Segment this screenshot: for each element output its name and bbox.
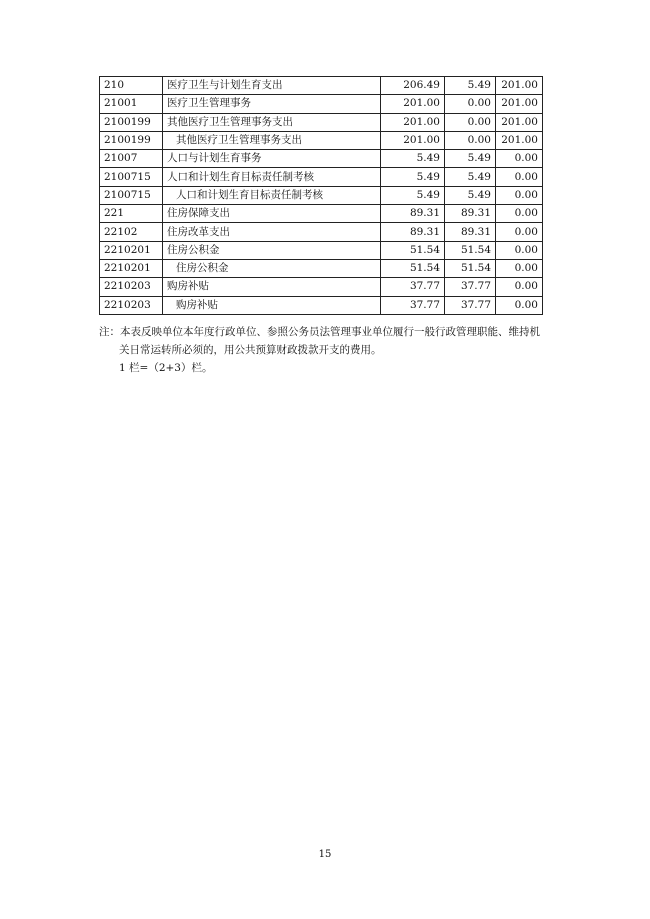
total-cell: 89.31: [381, 223, 445, 241]
basic-cell: 51.54: [445, 259, 496, 277]
total-cell: 5.49: [381, 186, 445, 204]
name-cell: 人口与计划生育事务: [163, 150, 381, 168]
name-cell: 人口和计划生育目标责任制考核: [163, 168, 381, 186]
name-cell: 其他医疗卫生管理事务支出: [163, 131, 381, 149]
total-cell: 5.49: [381, 150, 445, 168]
page-number: 15: [318, 849, 332, 860]
total-cell: 51.54: [381, 241, 445, 259]
table-row: [100, 168, 543, 186]
total-cell: 201.00: [381, 95, 445, 113]
project-cell: 201.00: [496, 113, 543, 131]
name-cell: 医疗卫生管理事务: [163, 95, 381, 113]
table-row: [100, 278, 543, 296]
project-cell: 0.00: [496, 168, 543, 186]
code-cell: 210: [100, 77, 163, 95]
code-cell: 21001: [100, 95, 163, 113]
project-cell: 0.00: [496, 259, 543, 277]
table-row: [100, 131, 543, 149]
code-cell: 2100199: [100, 113, 163, 131]
name-cell: 住房公积金: [163, 259, 381, 277]
name-cell: 购房补贴: [163, 278, 381, 296]
basic-cell: 89.31: [445, 205, 496, 223]
basic-cell: 0.00: [445, 95, 496, 113]
table-row: [100, 150, 543, 168]
total-cell: 5.49: [381, 168, 445, 186]
code-cell: 2100715: [100, 168, 163, 186]
basic-cell: 5.49: [445, 77, 496, 95]
basic-cell: 0.00: [445, 113, 496, 131]
total-cell: 51.54: [381, 259, 445, 277]
table-row: [100, 77, 543, 95]
basic-cell: 37.77: [445, 278, 496, 296]
name-cell: 其他医疗卫生管理事务支出: [163, 113, 381, 131]
table-row: [100, 296, 543, 314]
code-cell: 2210203: [100, 278, 163, 296]
code-cell: 2210203: [100, 296, 163, 314]
basic-cell: 5.49: [445, 168, 496, 186]
note-line-3: 1 栏=（2+3）栏。: [119, 362, 213, 374]
code-cell: 22102: [100, 223, 163, 241]
project-cell: 201.00: [496, 77, 543, 95]
code-cell: 2210201: [100, 259, 163, 277]
project-cell: 0.00: [496, 205, 543, 223]
project-cell: 0.00: [496, 241, 543, 259]
project-cell: 0.00: [496, 186, 543, 204]
code-cell: 221: [100, 205, 163, 223]
table-row: [100, 95, 543, 113]
note-line-2: 关日常运转所必须的，用公共预算财政拨款开支的费用。: [119, 344, 382, 356]
expenditure-table: [99, 76, 543, 315]
basic-cell: 5.49: [445, 186, 496, 204]
project-cell: 201.00: [496, 131, 543, 149]
table-row: [100, 186, 543, 204]
code-cell: 21007: [100, 150, 163, 168]
project-cell: 0.00: [496, 296, 543, 314]
table-body: [100, 77, 543, 315]
total-cell: 37.77: [381, 296, 445, 314]
basic-cell: 37.77: [445, 296, 496, 314]
total-cell: 89.31: [381, 205, 445, 223]
project-cell: 0.00: [496, 223, 543, 241]
basic-cell: 0.00: [445, 131, 496, 149]
basic-cell: 89.31: [445, 223, 496, 241]
table-row: [100, 223, 543, 241]
basic-cell: 5.49: [445, 150, 496, 168]
total-cell: 37.77: [381, 278, 445, 296]
table-row: [100, 205, 543, 223]
note-line-1: 注：本表反映单位本年度行政单位、参照公务员法管理事业单位履行一般行政管理职能、维持机: [99, 326, 540, 338]
total-cell: 206.49: [381, 77, 445, 95]
code-cell: 2210201: [100, 241, 163, 259]
table-row: [100, 241, 543, 259]
table-row: [100, 259, 543, 277]
name-cell: 住房公积金: [163, 241, 381, 259]
project-cell: 0.00: [496, 150, 543, 168]
total-cell: 201.00: [381, 113, 445, 131]
code-cell: 2100199: [100, 131, 163, 149]
name-cell: 人口和计划生育目标责任制考核: [163, 186, 381, 204]
name-cell: 住房保障支出: [163, 205, 381, 223]
total-cell: 201.00: [381, 131, 445, 149]
project-cell: 0.00: [496, 278, 543, 296]
table-row: [100, 113, 543, 131]
project-cell: 201.00: [496, 95, 543, 113]
name-cell: 住房改革支出: [163, 223, 381, 241]
basic-cell: 51.54: [445, 241, 496, 259]
name-cell: 医疗卫生与计划生育支出: [163, 77, 381, 95]
code-cell: 2100715: [100, 186, 163, 204]
table-note: [99, 323, 554, 377]
name-cell: 购房补贴: [163, 296, 381, 314]
